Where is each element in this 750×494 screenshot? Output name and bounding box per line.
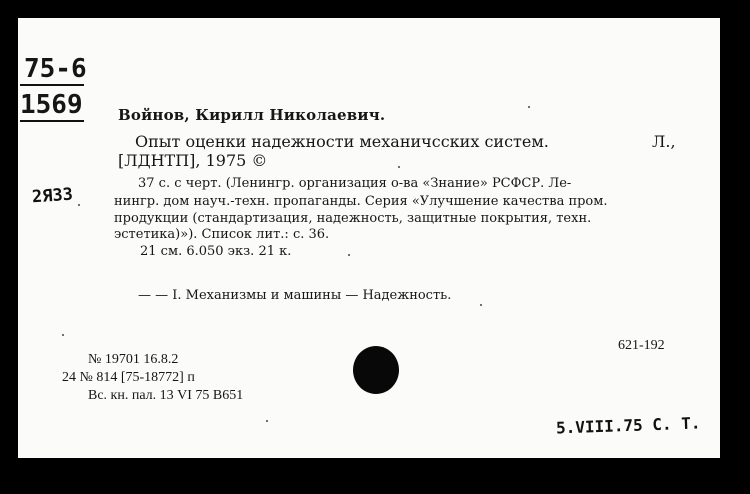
subject-heading: — — I. Механизмы и машины — Надежность. (138, 288, 452, 303)
publication-city: Л., (652, 132, 676, 151)
scan-speck (266, 420, 268, 422)
scan-speck (398, 166, 400, 168)
accession-line: 24 № 814 [75-18772] п (62, 370, 195, 385)
shelf-mark-top: 75-6 (24, 54, 87, 84)
book-title: Опыт оценки надежности механичсских систем. (135, 132, 549, 151)
class-number: 621-192 (618, 338, 665, 353)
punch-hole (353, 346, 399, 394)
author-heading: Войнов, Кирилл Николаевич. (118, 106, 386, 124)
shelf-mark-rule (20, 120, 84, 122)
handwritten-date-note: 5.VIII.75 С. Т. (555, 413, 701, 438)
physical-description: 21 см. 6.050 экз. 21 к. (140, 244, 292, 259)
description-line: эстетика)»). Список лит.: с. 36. (114, 227, 330, 242)
description-line: нингр. дом науч.-техн. пропаганды. Серия «Улучшение качества пром. (114, 194, 608, 209)
publisher-line: [ЛДНТП], 1975 © (118, 151, 268, 170)
shelf-mark-bottom: 1569 (20, 90, 83, 120)
scan-speck (528, 106, 530, 108)
description-line: продукции (стандартизация, надежность, защитные покрытия, техн. (114, 211, 592, 226)
accession-line: № 19701 16.8.2 (88, 352, 179, 367)
shelf-mark-rule (20, 84, 84, 86)
description-line: 37 с. с черт. (Ленингр. организация о-ва «Знание» РСФСР. Ле- (138, 176, 572, 191)
scan-speck (62, 334, 64, 336)
scan-speck (480, 304, 482, 306)
accession-line: Вс. кн. пал. 13 VI 75 В651 (88, 388, 244, 403)
catalog-card (18, 18, 720, 458)
scan-speck (348, 254, 350, 256)
margin-note: 2ЯЗЗ (31, 184, 74, 208)
scan-speck (78, 204, 80, 206)
